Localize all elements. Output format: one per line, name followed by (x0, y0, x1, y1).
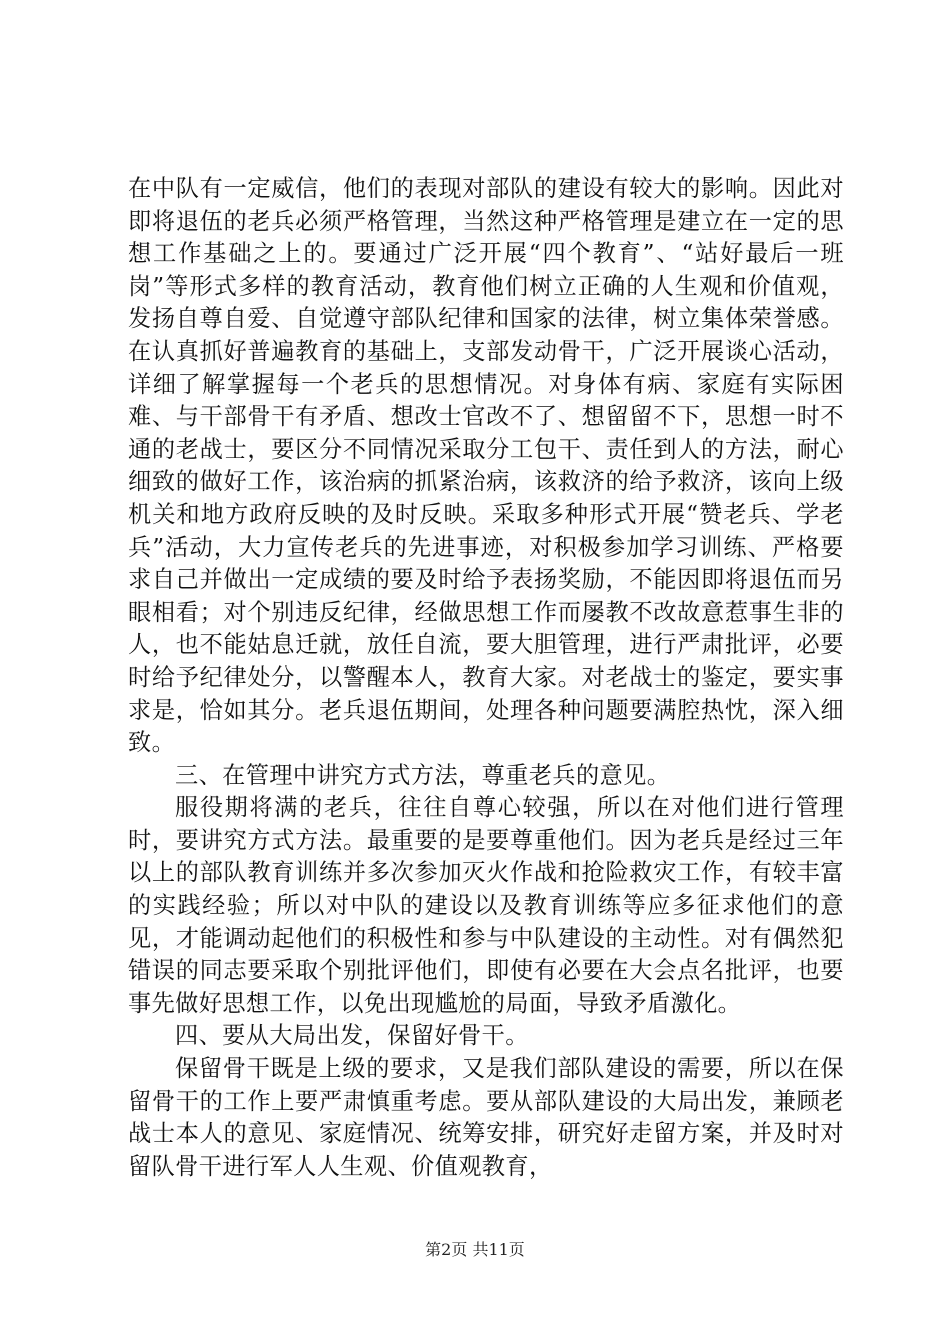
section-heading-four: 四、要从大局出发，保留好骨干。 (175, 1022, 529, 1050)
paragraph-retain-backbone: 保留骨干既是上级的要求，又是我们部队建设的需要，所以在保留骨干的工作上要严肃慎重考虑。要从部队建设的大局出发，兼顾老战士本人的意见、家庭情况、统筹安排，研究好走留方案，并及时对留队骨干进行军人人生观、价值观教育， (128, 1055, 844, 1180)
section-heading-three: 三、在管理中讲究方式方法，尊重老兵的意见。 (175, 761, 671, 789)
paragraph-continuation: 在中队有一定威信，他们的表现对部队的建设有较大的影响。因此对即将退伍的老兵必须严格管理，当然这种严格管理是建立在一定的思想工作基础之上的。要通过广泛开展“四个教育”、“站好最后一班岗”等形式多样的教育活动，教育他们树立正确的人生观和价值观，发扬自尊自爱、自觉遵守部队纪律和国家的法律，树立集体荣誉感。在认真抓好普遍教育的基础上，支部发动骨干，广泛开展谈心活动，详细了解掌握每一个老兵的思想情况。对身体有病、家庭有实际困难、与干部骨干有矛盾、想改士官改不了、想留留不下，思想一时不通的老战士，要区分不同情况采取分工包干、责任到人的方法，耐心细致的做好工作，该治病的抓紧治病，该救济的给予救济，该向上级机关和地方政府反映的及时反映。采取多种形式开展“赞老兵、学老兵”活动，大力宣传老兵的先进事迹，对积极参加学习训练、严格要求自己并做出一定成绩的要及时给予表扬奖励，不能因即将退伍而另眼相看；对个别违反纪律，经做思想工作而屡教不改故意惹事生非的人，也不能姑息迁就，放任自流，要大胆管理，进行严肃批评，必要时给予纪律处分，以警醒本人，教育大家。对老战士的鉴定，要实事求是，恰如其分。老兵退伍期间，处理各种问题要满腔热忱，深入细致。 (128, 175, 844, 757)
document-body (128, 173, 844, 1183)
page-number-footer: 第2页 共11页 (425, 1240, 525, 1259)
paragraph-respect-veterans: 服役期将满的老兵，往往自尊心较强，所以在对他们进行管理时，要讲究方式方法。最重要的是要尊重他们。因为老兵是经过三年以上的部队教育训练并多次参加灭火作战和抢险救灾工作，有较丰富的实践经验；所以对中队的建设以及教育训练等应多征求他们的意见，才能调动起他们的积极性和参与中队建设的主动性。对有偶然犯错误的同志要采取个别批评他们，即使有必要在大会点名批评，也要事先做好思想工作，以免出现尴尬的局面，导致矛盾激化。 (128, 794, 844, 1017)
